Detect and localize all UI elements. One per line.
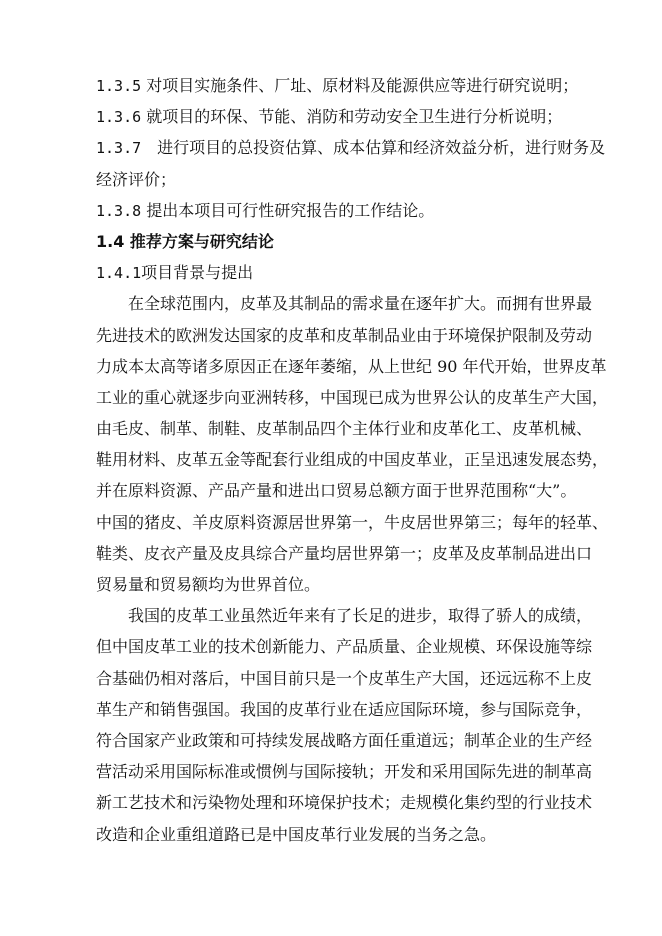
paragraph-line: 我国的皮革工业虽然近年来有了长足的进步，取得了骄人的成绩， <box>128 606 593 626</box>
section-heading: 1.4 推荐方案与研究结论 <box>96 231 274 251</box>
item-number: 1.3.5 <box>96 77 142 95</box>
paragraph-line: 革生产和销售强国。我国的皮革行业在适应国际环境，参与国际竞争， <box>96 699 593 719</box>
paragraph-line: 鞋用材料、皮革五金等配套行业组成的中国皮革业，正呈迅速发展态势， <box>96 450 609 470</box>
item-line: 经济评价； <box>96 169 177 189</box>
item-1-3-6 <box>96 101 584 132</box>
paragraph-line: 营活动采用国际标准或惯例与国际接轨；开发和采用国际先进的制革高 <box>96 762 593 782</box>
item-number: 1.3.8 <box>96 201 142 220</box>
item-number: 1.3.6 <box>96 108 142 127</box>
paragraph-line: 力成本太高等诸多原因正在逐年萎缩，从上世纪 90 年代开始，世界皮革 <box>96 356 607 376</box>
paragraph-line: 先进技术的欧洲发达国家的皮革和皮革制品业由于环境保护限制及劳动 <box>96 325 593 345</box>
item-text: 进行项目的总投资估算、成本估算和经济效益分析，进行财务及 <box>157 138 606 158</box>
paragraph-line: 但中国皮革工业的技术创新能力、产品质量、企业规模、环保设施等综 <box>96 637 593 657</box>
subsection-text: 项目背景与提出 <box>141 263 254 283</box>
document-page <box>96 70 609 850</box>
item-text: 提出本项目可行性研究报告的工作结论。 <box>146 200 435 220</box>
paragraph-industry-status <box>96 600 593 850</box>
paragraph-line: 新工艺技术和污染物处理和环境保护技术；走规模化集约型的行业技术 <box>96 793 593 813</box>
paragraph-line: 贸易量和贸易额均为世界首位。 <box>96 575 321 594</box>
paragraph-line: 符合国家产业政策和可持续发展战略方面任重道远；制革企业的生产经 <box>96 730 593 750</box>
paragraph-line: 并在原料资源、产品产量和进出口贸易总额方面于世界范围称“大”。 <box>96 481 577 501</box>
item-text: 就项目的环保、节能、消防和劳动安全卫生进行分析说明； <box>146 107 563 127</box>
item-1-3-5 <box>96 70 584 101</box>
paragraph-line: 在全球范围内，皮革及其制品的需求量在逐年扩大。而拥有世界最 <box>128 294 593 314</box>
paragraph-line: 工业的重心就逐步向亚洲转移，中国现已成为世界公认的皮革生产大国， <box>96 387 609 407</box>
item-line <box>96 132 606 163</box>
item-text: 对项目实施条件、厂址、原材料及能源供应等进行研究说明； <box>146 76 579 95</box>
paragraph-line: 改造和企业重组道路已是中国皮革行业发展的当务之急。 <box>96 824 497 844</box>
paragraph-line: 鞋类、皮衣产量及皮具综合产量均居世界第一；皮革及皮革制品进出口 <box>96 543 593 563</box>
paragraph-line: 中国的猪皮、羊皮原料资源居世界第一，牛皮居世界第三；每年的轻革、 <box>96 512 609 532</box>
subsection-title <box>96 257 584 288</box>
item-1-3-8 <box>96 195 584 226</box>
item-number: 1.3.7 <box>96 139 142 158</box>
paragraph-background <box>96 288 609 600</box>
paragraph-line: 合基础仍相对落后，中国目前只是一个皮革生产大国，还远远称不上皮 <box>96 668 593 688</box>
paragraph-line: 由毛皮、制革、制鞋、皮革制品四个主体行业和皮革化工、皮革机械、 <box>96 419 593 439</box>
subsection-number: 1.4.1 <box>96 264 142 283</box>
item-1-3-7 <box>96 132 606 194</box>
